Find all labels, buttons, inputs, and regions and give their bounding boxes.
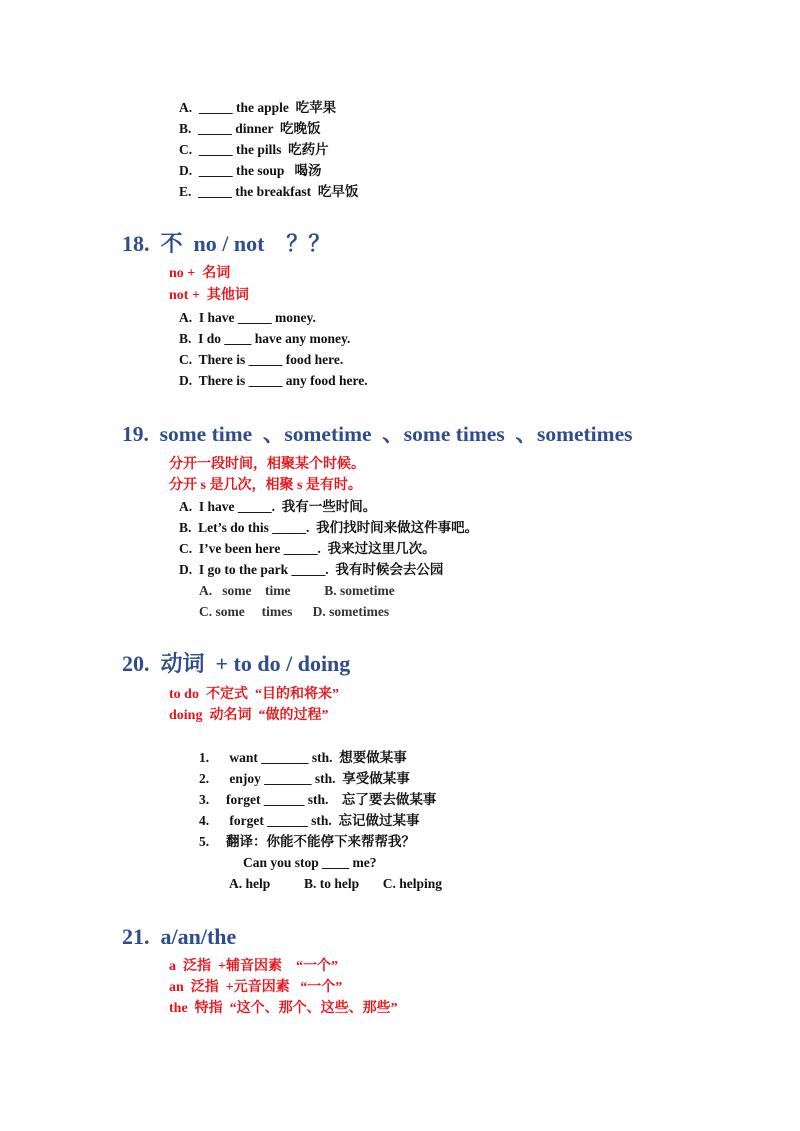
rule-note: 分开 s 是几次，相聚 s 是有时。 — [169, 478, 362, 493]
option-line: C. I’ve been here _____. 我来过这里几次。 — [179, 541, 436, 556]
list-item: 3. forget ______ sth. 忘了要去做某事 — [199, 792, 437, 807]
option-line: B. I do ____ have any money. — [179, 331, 351, 346]
rule-note: the 特指 “这个、那个、这些、那些” — [169, 1001, 398, 1016]
section-heading: 21. a/an/the — [122, 924, 237, 949]
option-line: C. _____ the pills 吃药片 — [179, 142, 329, 157]
rule-note: doing 动名词 “做的过程” — [169, 708, 329, 723]
rule-note: not + 其他词 — [169, 288, 249, 303]
option-line: E. _____ the breakfast 吃早饭 — [179, 184, 359, 199]
option-line: C. There is _____ food here. — [179, 352, 344, 367]
option-line: B. _____ dinner 吃晚饭 — [179, 121, 321, 136]
option-line: A. I have _____. 我有一些时间。 — [179, 499, 377, 514]
rule-note: a 泛指 +辅音因素 “一个” — [169, 959, 338, 974]
section-heading: 19. some time 、sometime 、some times 、sometimes — [122, 422, 633, 446]
list-item: 5. 翻译：你能不能停下来帮帮我？ — [199, 834, 415, 849]
rule-note: no + 名词 — [169, 266, 231, 281]
option-line: D. There is _____ any food here. — [179, 373, 368, 388]
option-line: D. I go to the park _____. 我有时候会去公园 — [179, 562, 444, 577]
choice-line: A. help B. to help C. helping — [229, 876, 443, 891]
rule-note: to do 不定式 “目的和将来” — [169, 687, 339, 702]
choice-line: C. some times D. sometimes — [199, 604, 390, 619]
option-line: A. _____ the apple 吃苹果 — [179, 100, 337, 115]
option-line: B. Let’s do this _____. 我们找时间来做这件事吧。 — [179, 520, 479, 535]
choice-line: A. some time B. sometime — [199, 583, 395, 598]
option-line: D. _____ the soup 喝汤 — [179, 163, 322, 178]
rule-note: an 泛指 +元音因素 “一个” — [169, 980, 343, 995]
list-item: 2. enjoy _______ sth. 享受做某事 — [199, 771, 410, 786]
list-item: 1. want _______ sth. 想要做某事 — [199, 750, 407, 765]
section-heading: 18. 不 no / not ？？ — [122, 231, 331, 256]
section-heading: 20. 动词 + to do / doing — [122, 651, 351, 676]
rule-note: 分开一段时间，相聚某个时候。 — [169, 457, 365, 472]
list-item: 4. forget ______ sth. 忘记做过某事 — [199, 813, 420, 828]
option-line: A. I have _____ money. — [179, 310, 316, 325]
translation-sentence: Can you stop ____ me? — [243, 855, 377, 870]
